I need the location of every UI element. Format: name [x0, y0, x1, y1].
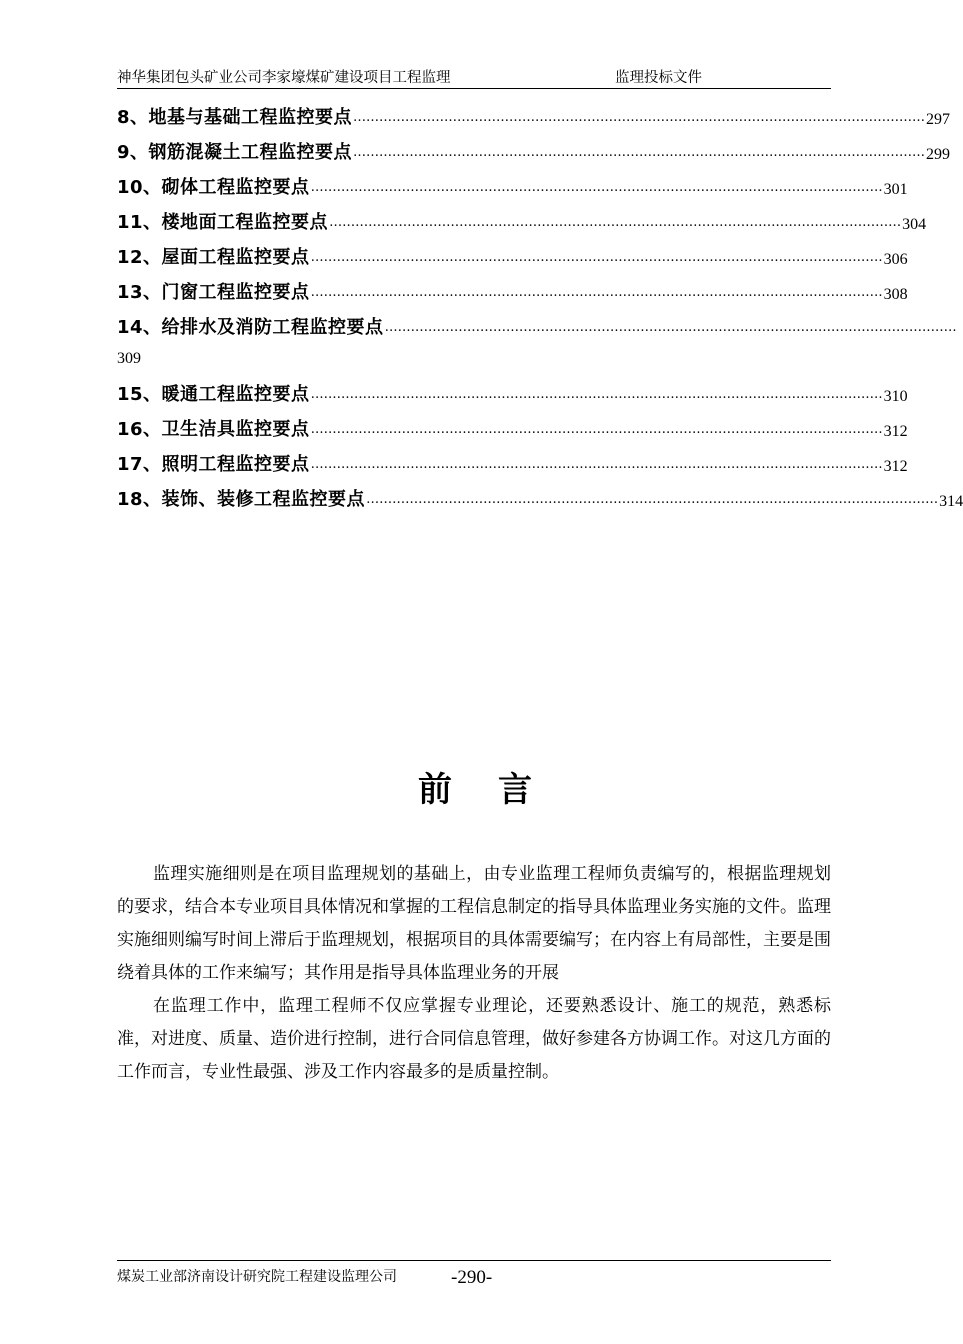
toc-entry[interactable]: [117, 445, 908, 480]
toc-leader-dots: ……………………………………………………………………………………………………………………: [329, 215, 902, 230]
toc-entry-label: 9、钢筋混凝土工程监控要点: [117, 141, 353, 163]
toc-entry[interactable]: [117, 480, 963, 515]
toc-entry-page: 299: [926, 145, 951, 163]
toc-leader-dots: ……………………………………………………………………………………………………………………: [310, 457, 883, 472]
table-of-contents: [117, 98, 963, 515]
toc-entry-label: 13、门窗工程监控要点: [117, 281, 310, 303]
preface-paragraph: 在监理工作中，监理工程师不仅应掌握专业理论，还要熟悉设计、施工的规范，熟悉标准，对进度、质量、造价进行控制，进行合同信息管理，做好参建各方协调工作。对这几方面的工作而言，专业性最强、涉及工作内容最多的是质量控制。: [117, 996, 831, 1082]
header-document-type: 监理投标文件: [615, 70, 702, 86]
toc-entry-page: 297: [926, 110, 951, 128]
toc-leader-dots: ……………………………………………………………………………………………………………………: [310, 387, 883, 402]
toc-leader-dots: ……………………………………………………………………………………………………………………: [310, 180, 883, 195]
toc-entry[interactable]: [117, 238, 908, 273]
toc-entry-label: 17、照明工程监控要点: [117, 453, 310, 475]
toc-entry-label: 12、屋面工程监控要点: [117, 246, 310, 268]
toc-leader-dots: ……………………………………………………………………………………………………………………: [353, 145, 926, 160]
footer-company-name: 煤炭工业部济南设计研究院工程建设监理公司: [117, 1269, 397, 1285]
toc-entry[interactable]: [117, 273, 908, 308]
toc-leader-dots: ……………………………………………………………………………………………………………………: [353, 110, 926, 125]
toc-entry[interactable]: [117, 203, 927, 238]
toc-leader-dots: ……………………………………………………………………………………………………………………: [384, 320, 957, 335]
toc-entry[interactable]: [117, 375, 908, 410]
toc-entry-label: 10、砌体工程监控要点: [117, 176, 310, 198]
toc-leader-dots: ……………………………………………………………………………………………………………………: [310, 250, 883, 265]
page-header: [117, 64, 831, 89]
toc-entry-label: 14、给排水及消防工程监控要点: [117, 316, 384, 338]
toc-entry-page: 314: [939, 492, 963, 510]
toc-leader-dots: ……………………………………………………………………………………………………………………: [310, 285, 883, 300]
toc-entry[interactable]: [117, 308, 957, 343]
footer-page-number: -290-: [451, 1267, 493, 1288]
preface-body: [117, 858, 831, 1089]
toc-entry-page: 301: [883, 180, 908, 198]
toc-entry-page: 306: [883, 250, 908, 268]
toc-entry-page: 312: [883, 422, 908, 440]
toc-entry[interactable]: [117, 168, 908, 203]
toc-entry-page: 310: [883, 387, 908, 405]
toc-leader-dots: ……………………………………………………………………………………………………………………: [310, 422, 883, 437]
toc-entry-label: 8、地基与基础工程监控要点: [117, 106, 353, 128]
page-footer: [117, 1260, 831, 1288]
toc-entry[interactable]: [117, 98, 951, 133]
preface-paragraph: 监理实施细则是在项目监理规划的基础上，由专业监理工程师负责编写的，根据监理规划的要求，结合本专业项目具体情况和掌握的工程信息制定的指导具体监理业务实施的文件。监理实施细则编写时间上滞后于监理规划，根据项目的具体需要编写；在内容上有局部性，主要是围绕着具体的工作来编写；其作用是指导具体监理业务的开展: [117, 864, 831, 983]
header-project-title: 神华集团包头矿业公司李家壕煤矿建设项目工程监理: [117, 70, 451, 86]
toc-entry-page: 312: [883, 457, 908, 475]
toc-leader-dots: ……………………………………………………………………………………………………………………: [366, 492, 939, 507]
toc-entry[interactable]: [117, 133, 951, 168]
toc-entry-label: 18、装饰、装修工程监控要点: [117, 488, 366, 510]
toc-entry-page: 308: [883, 285, 908, 303]
toc-entry-label: 11、楼地面工程监控要点: [117, 211, 329, 233]
toc-entry-page-wrapped: 309: [117, 350, 141, 367]
preface-heading: 前言: [418, 770, 578, 810]
toc-entry-label: 15、暖通工程监控要点: [117, 383, 310, 405]
toc-entry-label: 16、卫生洁具监控要点: [117, 418, 310, 440]
toc-entry[interactable]: [117, 410, 908, 445]
toc-entry-page: 304: [902, 215, 927, 233]
